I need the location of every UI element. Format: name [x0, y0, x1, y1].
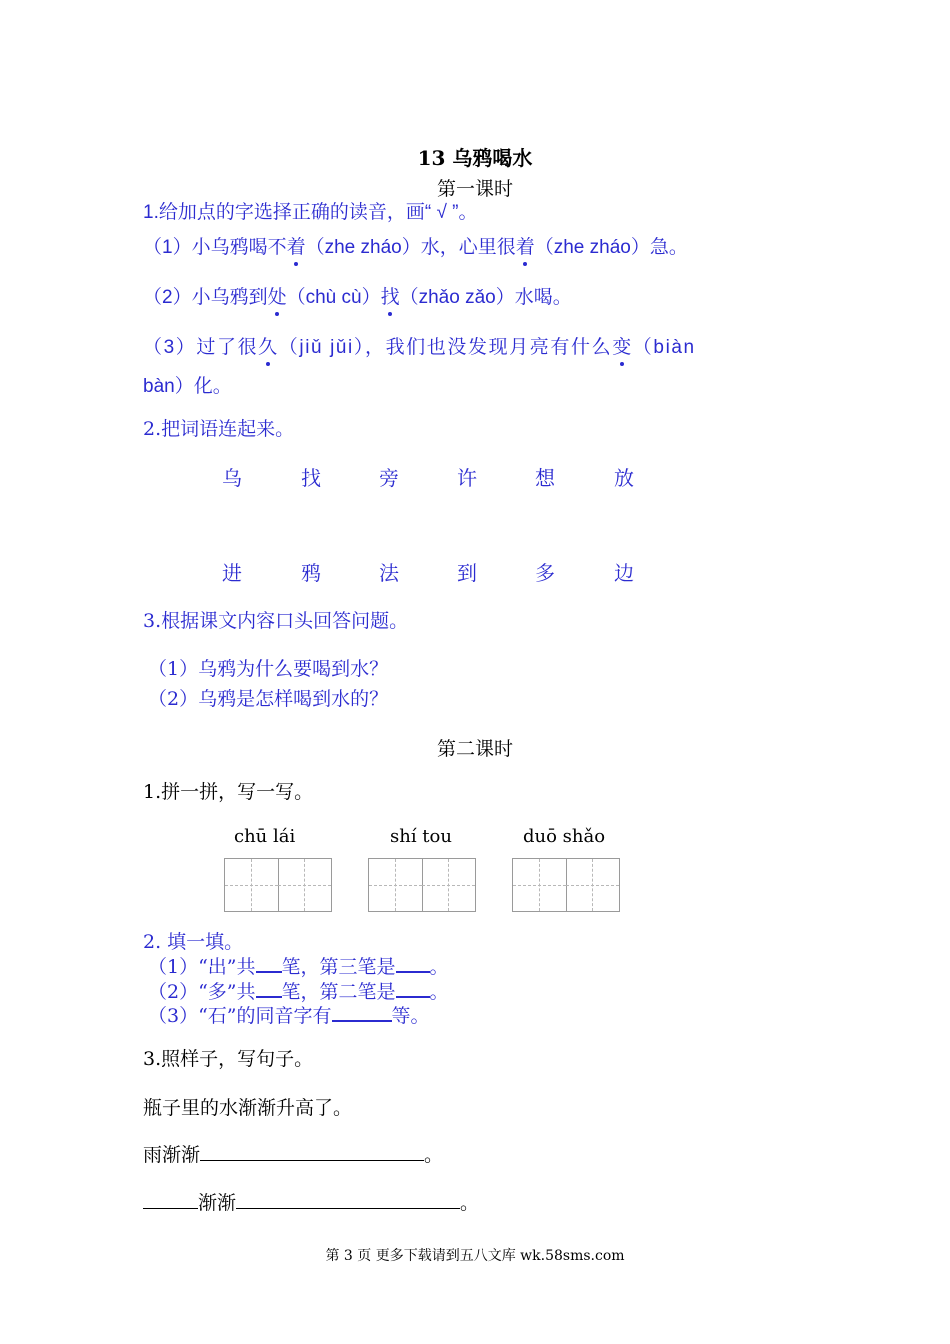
write-blank[interactable] [143, 1189, 198, 1209]
s2-part-e: （zhǎo zǎo）水喝。 [399, 287, 572, 308]
s2-part-c: （chù cù） [286, 287, 381, 308]
l1-q1-sentence2 [143, 282, 572, 309]
writing-cell[interactable] [369, 859, 423, 911]
dotted-char: 处 [268, 282, 287, 309]
dotted-char: 着 [516, 232, 535, 259]
lesson2-heading: 第二课时 [436, 738, 513, 760]
fill-text: 笔，第三笔是 [281, 956, 396, 978]
write-blank[interactable] [236, 1189, 460, 1209]
fill-text: 。 [429, 981, 449, 1003]
sentence-end: 。 [424, 1144, 444, 1166]
sentence-end: 。 [460, 1192, 480, 1214]
sentence-start: 雨渐渐 [143, 1144, 201, 1166]
fill-text: 笔，第二笔是 [281, 981, 396, 1003]
l1-q1-sentence3 [143, 332, 696, 359]
writing-cell[interactable] [422, 859, 475, 911]
page-title: 13 乌鸦喝水 [417, 146, 533, 170]
fill-blank[interactable] [256, 977, 282, 998]
l1-q1-sentence1 [143, 232, 688, 259]
writing-cell[interactable] [278, 859, 331, 911]
sentence-middle: 渐渐 [198, 1192, 237, 1214]
match-bottom-char: 进 [222, 561, 242, 585]
match-top-char: 想 [535, 466, 555, 490]
l1-q1-sentence3-cont: bàn）化。 [143, 376, 232, 397]
match-bottom-char: 多 [535, 561, 555, 585]
fill-blank[interactable] [256, 952, 282, 973]
dotted-char: 久 [258, 332, 279, 359]
l2-q2-prompt: 2. 填一填。 [143, 931, 244, 953]
match-top-char: 许 [457, 466, 477, 490]
fill-text: 。 [429, 956, 449, 978]
l1-q3-question2: （2）乌鸦是怎样喝到水的？ [148, 688, 389, 710]
l2-q1-prompt: 1.拼一拼，写一写。 [143, 781, 314, 803]
s3-part-e: （biàn [632, 337, 696, 358]
l1-q2-prompt: 2.把词语连起来。 [143, 418, 295, 440]
l1-q3-question1: （1）乌鸦为什么要喝到水？ [148, 658, 389, 680]
l2-q3-prompt: 3.照样子，写句子。 [143, 1048, 314, 1070]
pinyin-label: shí tou [390, 826, 452, 847]
l2-q3-line1 [143, 1140, 443, 1167]
s3-part-a: （3）过了很 [143, 337, 259, 358]
match-top-char: 放 [614, 466, 634, 490]
s1-part-e: （zhe zháo）急。 [534, 237, 688, 258]
lesson1-heading: 第一课时 [436, 178, 513, 200]
match-bottom-char: 法 [379, 561, 399, 585]
l2-q2-line1 [148, 952, 449, 979]
pinyin-label: chū lái [234, 826, 296, 847]
match-bottom-char: 到 [457, 561, 477, 585]
s2-part-a: （2）小乌鸦到 [143, 287, 268, 308]
l1-q3-prompt: 3.根据课文内容口头回答问题。 [143, 610, 409, 632]
l1-q1-prompt: 1.给加点的字选择正确的读音，画“ √ ”。 [143, 202, 478, 223]
dotted-char: 找 [381, 282, 400, 309]
match-bottom-char: 鸦 [301, 561, 321, 585]
writing-cell[interactable] [225, 859, 279, 911]
writing-cell[interactable] [566, 859, 619, 911]
fill-text: （2）“多”共 [148, 981, 256, 1003]
dotted-char: 变 [612, 332, 633, 359]
match-top-char: 找 [301, 466, 321, 490]
dotted-char: 着 [287, 232, 306, 259]
fill-blank[interactable] [332, 1001, 392, 1022]
write-blank[interactable] [200, 1141, 424, 1161]
s1-part-c: （zhe zháo）水，心里很 [305, 237, 516, 258]
writing-grid[interactable] [368, 858, 476, 912]
fill-text: （1）“出”共 [148, 956, 256, 978]
match-top-char: 旁 [379, 466, 399, 490]
l2-q2-line3 [148, 1001, 430, 1028]
writing-grid[interactable] [512, 858, 620, 912]
s1-part-a: （1）小乌鸦喝不 [143, 237, 287, 258]
match-bottom-char: 边 [614, 561, 634, 585]
pinyin-label: duō shǎo [523, 826, 606, 847]
fill-text: 等。 [391, 1005, 430, 1027]
fill-blank[interactable] [396, 977, 430, 998]
l2-q3-example: 瓶子里的水渐渐升高了。 [143, 1097, 353, 1119]
s3-part-c: （jiǔ jǔi），我们也没发现月亮有什么 [278, 337, 613, 358]
l2-q3-line2 [143, 1188, 479, 1215]
fill-text: （3）“石”的同音字有 [148, 1005, 332, 1027]
writing-cell[interactable] [513, 859, 567, 911]
fill-blank[interactable] [396, 952, 430, 973]
match-top-char: 乌 [222, 466, 242, 490]
l2-q2-line2 [148, 977, 449, 1004]
writing-grid[interactable] [224, 858, 332, 912]
page-footer: 第 3 页 更多下载请到五八文库 wk.58sms.com [325, 1248, 625, 1264]
